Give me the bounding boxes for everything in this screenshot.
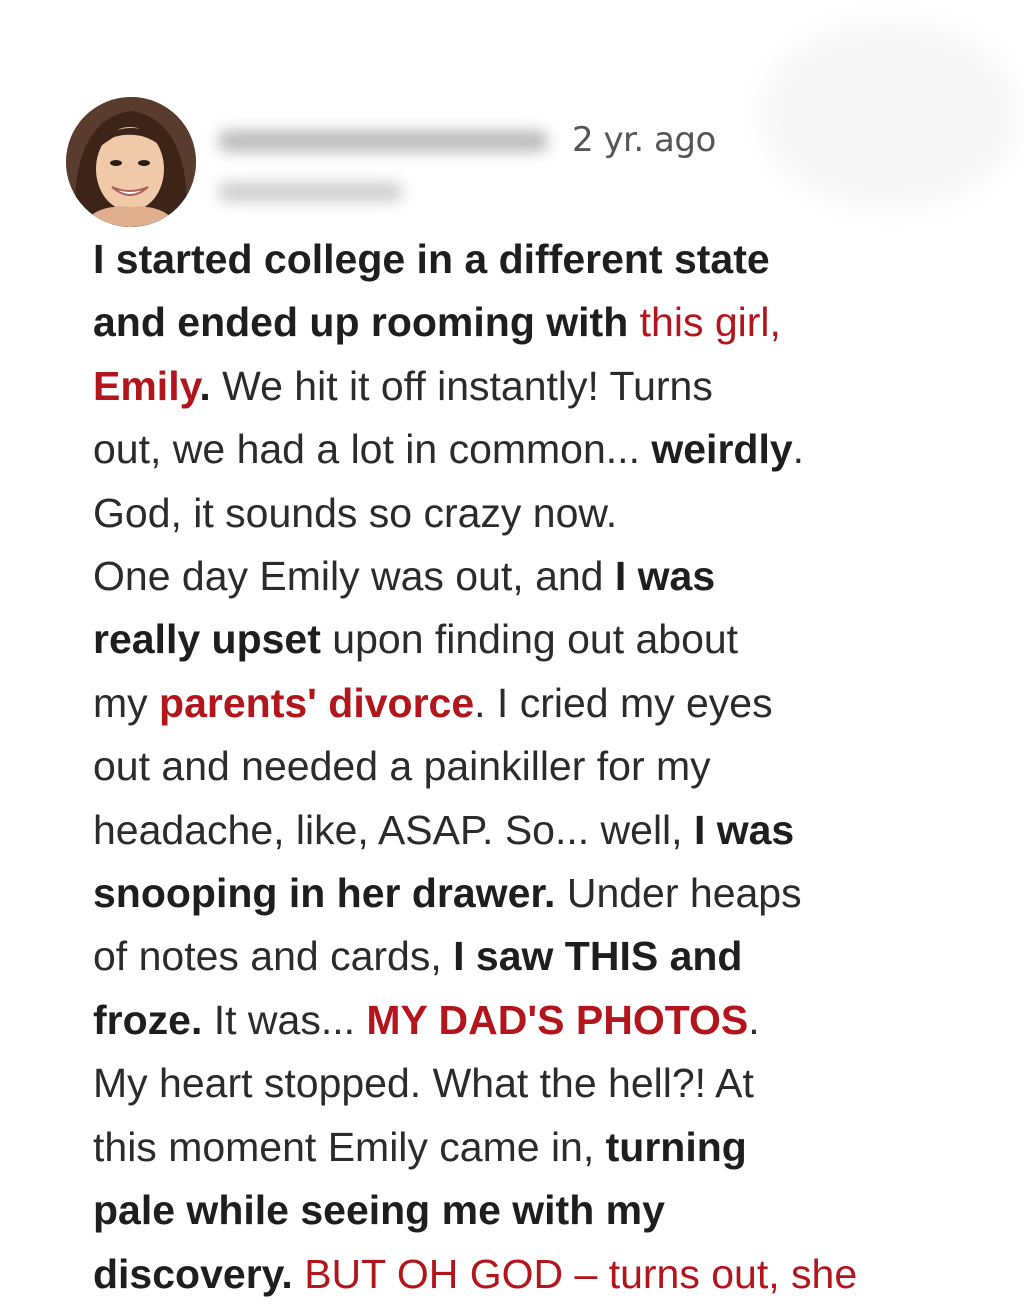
highlighted-text-run: parents' divorce (159, 679, 475, 726)
body-line (93, 735, 993, 798)
text-run: We hit it off instantly! Turns (210, 362, 713, 409)
post-timestamp: 2 yr. ago (572, 120, 716, 160)
body-line (93, 482, 993, 545)
text-run: . (748, 996, 760, 1043)
text-run: Under heaps (555, 870, 802, 917)
highlighted-text-run: discovery. (93, 1250, 305, 1297)
highlighted-text-run: snooping in her drawer. (93, 870, 556, 917)
body-line (93, 799, 993, 862)
body-line (93, 355, 993, 418)
user-profile-photo-icon (66, 97, 196, 227)
text-run: . (792, 426, 805, 473)
body-line (93, 228, 993, 291)
username-blurred[interactable] (218, 122, 563, 162)
text-run: out, we had a lot in common... (93, 426, 652, 473)
highlighted-text-run: and ended up rooming with (93, 299, 640, 346)
text-run: God, it sounds so crazy now. (93, 489, 618, 536)
body-line (93, 418, 993, 481)
text-run: out and needed a painkiller for my (93, 743, 711, 790)
body-line (93, 989, 993, 1052)
body-line (93, 1052, 993, 1115)
body-line (93, 545, 993, 608)
body-line (93, 291, 993, 354)
highlighted-text-run: froze. (93, 996, 203, 1043)
body-line (93, 608, 993, 671)
background-smudge (760, 20, 1020, 210)
highlighted-text-run: I was (693, 806, 795, 853)
text-run: this moment Emily came in, (93, 1123, 606, 1170)
highlighted-text-run: weirdly (651, 426, 793, 473)
highlighted-text-run: BUT OH GOD – turns out, she (304, 1250, 858, 1297)
avatar[interactable] (66, 97, 196, 227)
highlighted-text-run: Emily (93, 362, 200, 409)
highlighted-text-run: I started college in a different state (93, 236, 770, 282)
highlighted-text-run: turning (605, 1123, 747, 1170)
body-line (93, 862, 993, 925)
highlighted-text-run: I saw THIS and (453, 933, 743, 980)
highlighted-text-run: really upset (93, 616, 321, 663)
body-line (93, 672, 993, 735)
highlighted-text-run: I was (614, 553, 716, 600)
user-subtitle-blurred (218, 172, 418, 212)
text-run: my (93, 679, 160, 726)
text-run: headache, like, ASAP. So... well, (93, 806, 694, 853)
text-run: One day Emily was out, and (93, 553, 615, 600)
body-line (93, 1179, 993, 1242)
body-line (93, 925, 993, 988)
text-run: of notes and cards, (93, 933, 454, 980)
body-line (93, 1116, 993, 1179)
text-run: It was... (202, 996, 367, 1043)
highlighted-text-run: . (199, 362, 211, 409)
text-run: My heart stopped. What the hell?! At (93, 1060, 754, 1107)
highlighted-text-run: MY DAD'S PHOTOS (366, 996, 749, 1043)
highlighted-text-run: pale while seeing me with my (93, 1187, 665, 1234)
text-run: . I cried my eyes (474, 679, 773, 726)
highlighted-text-run: this girl, (639, 299, 781, 346)
post-body-text (93, 228, 993, 1306)
body-line (93, 1243, 993, 1306)
text-run: upon finding out about (320, 616, 739, 663)
